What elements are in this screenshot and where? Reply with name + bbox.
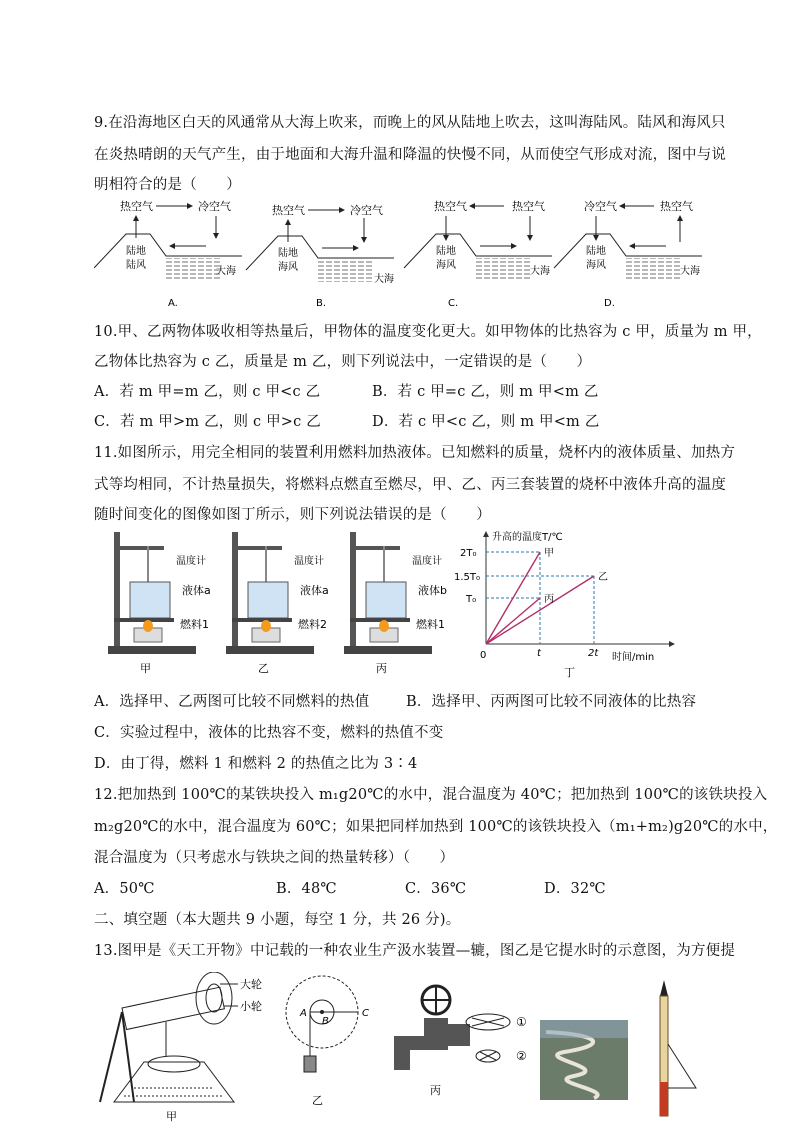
svg-text:液体a: 液体a	[182, 584, 211, 597]
xtick-2t: 2t	[588, 648, 599, 659]
svg-text:大海: 大海	[530, 266, 550, 277]
q10-line-2: 乙物体比热容为 c 乙，质量是 m 乙，则下列说法中，一定错误的是（ ）	[94, 354, 592, 370]
svg-text:热空气: 热空气	[434, 200, 467, 213]
q12-option-c: C．36℃	[405, 881, 467, 897]
q9-line-3: 明相符合的是（ ）	[94, 177, 241, 193]
windlass-jia	[100, 972, 234, 1122]
q10-option-b: B．若 c 甲=c 乙，则 m 甲<m 乙	[372, 384, 599, 400]
q12-line-1: 12.把加热到 100℃的某铁块投入 m₁g20℃的水中，混合温度为 40℃；把加热到 100℃的该铁块投入	[94, 787, 768, 803]
panel-a-letter: A.	[168, 298, 178, 309]
q12-option-a: A．50℃	[94, 881, 155, 897]
q10-option-c: C．若 m 甲>m 乙，则 c 甲>c 乙	[94, 414, 321, 430]
q11-line-2: 式等均相同，不计热量损失，将燃料点燃直至燃尽，甲、乙、丙三套装置的烧杯中液体升高的温度	[94, 477, 727, 493]
svg-text:D.: D.	[604, 298, 615, 309]
series-bing-label: 丙	[544, 594, 554, 605]
svg-text:C: C	[362, 1008, 369, 1019]
q9-line-2: 在炎热晴朗的天气产生，由于地面和大海升温和降温的快慢不同，从而使空气形成对流，图中与说	[94, 147, 727, 163]
svg-text:甲: 甲	[140, 662, 151, 675]
series-bing-line	[486, 598, 540, 644]
svg-text:陆地: 陆地	[586, 246, 606, 257]
series-jia-label: 甲	[544, 548, 554, 559]
graph-ylabel: 升高的温度T/℃	[492, 532, 563, 543]
yi-label: 乙	[312, 1094, 323, 1107]
svg-text:丙: 丙	[376, 662, 387, 675]
svg-text:温度计: 温度计	[412, 556, 442, 567]
svg-text:热空气: 热空气	[660, 200, 693, 213]
svg-text:热空气: 热空气	[272, 204, 305, 217]
svg-text:冷空气: 冷空气	[350, 204, 383, 217]
apparatus-yi	[226, 532, 329, 675]
q11-graph	[452, 526, 682, 682]
q11-option-d: D．由丁得，燃料 1 和燃料 2 的热值之比为 3∶4	[94, 756, 418, 772]
q12-option-d: D．32℃	[544, 881, 606, 897]
svg-text:B.: B.	[316, 298, 327, 309]
svg-text:冷空气: 冷空气	[584, 200, 617, 213]
svg-text:温度计: 温度计	[176, 556, 206, 567]
svg-text:海风: 海风	[586, 260, 606, 271]
svg-text:陆地: 陆地	[278, 248, 298, 259]
svg-text:C.: C.	[448, 298, 459, 309]
svg-text:大海: 大海	[680, 266, 700, 277]
panel-a-sea: 大海	[216, 266, 236, 277]
svg-text:液体a: 液体a	[300, 584, 329, 597]
svg-text:A: A	[300, 1008, 307, 1019]
one-label: ①	[516, 1015, 527, 1029]
series-yi-label: 乙	[598, 572, 608, 583]
panel-a-top-left: 热空气	[120, 200, 153, 213]
svg-text:热空气: 热空气	[512, 200, 545, 213]
svg-text:海风: 海风	[278, 262, 298, 273]
apparatus-jia	[108, 532, 211, 675]
pencil-figure	[660, 980, 696, 1116]
big-wheel-label: 大轮	[240, 978, 262, 991]
q11-option-c: C．实验过程中，液体的比热容不变，燃料的热值不变	[94, 725, 444, 741]
q9-panel-b	[246, 203, 394, 309]
q12-line-2: m₂g20℃的水中，混合温度为 60℃；如果把同样加热到 100℃的该铁块投入（m₁+m₂)g20℃的水中，	[94, 819, 778, 835]
q9-panel-c	[404, 199, 552, 309]
graph-name: 丁	[564, 666, 575, 679]
svg-text:大海: 大海	[374, 274, 394, 285]
q12-option-b: B．48℃	[276, 881, 337, 897]
q11-line-3: 随时间变化的图像如图丁所示，则下列说法错误的是（ ）	[94, 507, 491, 523]
section-2-heading: 二、填空题（本大题共 9 小题，每空 1 分，共 26 分)。	[94, 912, 461, 928]
svg-text:温度计: 温度计	[294, 556, 324, 567]
bing-label: 丙	[430, 1084, 441, 1097]
q13-figure	[94, 972, 714, 1122]
apparatus-bing	[344, 532, 447, 675]
ytick-15t0: 1.5T₀	[454, 572, 481, 583]
q11-option-b: B．选择甲、丙两图可比较不同液体的比热容	[406, 694, 697, 710]
q9-figure	[94, 196, 714, 312]
svg-text:B: B	[322, 1016, 329, 1027]
schematic-yi	[220, 976, 369, 1107]
faucet-bing	[394, 986, 527, 1097]
q9-panel-d	[554, 199, 702, 309]
svg-text:燃料2: 燃料2	[298, 618, 327, 631]
mountain-road-photo	[540, 1020, 628, 1100]
q12-line-3: 混合温度为（只考虑水与铁块之间的热量转移）（ ）	[94, 850, 455, 866]
panel-a-wind: 陆风	[126, 260, 146, 271]
svg-text:陆地: 陆地	[436, 246, 456, 257]
svg-text:乙: 乙	[258, 662, 269, 675]
xtick-0: 0	[480, 650, 487, 661]
jia-label: 甲	[166, 1110, 177, 1122]
svg-text:燃料1: 燃料1	[416, 618, 445, 631]
q13-line-1: 13.图甲是《天工开物》中记载的一种农业生产汲水装置—辘，图乙是它提水时的示意图，为方便提	[94, 943, 736, 959]
q9-line-1: 9.在沿海地区白天的风通常从大海上吹来，而晚上的风从陆地上吹去，这叫海陆风。陆风和海风只	[94, 115, 726, 131]
svg-text:海风: 海风	[436, 260, 456, 271]
q9-panel-a	[94, 199, 242, 309]
xtick-t: t	[537, 648, 541, 659]
q11-option-a: A．选择甲、乙两图可比较不同燃料的热值	[94, 694, 370, 710]
small-wheel-label: 小轮	[240, 1000, 262, 1013]
graph-xlabel: 时间/min	[612, 652, 655, 663]
panel-a-top-right: 冷空气	[198, 200, 231, 213]
panel-a-land: 陆地	[126, 246, 146, 257]
q10-option-d: D．若 c 甲<c 乙，则 m 甲<m 乙	[372, 414, 600, 430]
svg-text:液体b: 液体b	[418, 584, 447, 597]
two-label: ②	[516, 1049, 527, 1063]
q10-option-a: A．若 m 甲=m 乙，则 c 甲<c 乙	[94, 384, 321, 400]
q11-line-1: 11.如图所示，用完全相同的装置利用燃料加热液体。已知燃料的质量，烧杯内的液体质量、加热方	[94, 445, 736, 461]
ytick-2t0: 2T₀	[460, 548, 477, 559]
q11-apparatus-figure	[100, 528, 460, 678]
svg-text:燃料1: 燃料1	[180, 618, 209, 631]
ytick-t0: T₀	[466, 594, 477, 605]
q10-line-1: 10.甲、乙两物体吸收相等热量后，甲物体的温度变化更大。如甲物体的比热容为 c 甲，质量为 m 甲，	[94, 324, 762, 340]
